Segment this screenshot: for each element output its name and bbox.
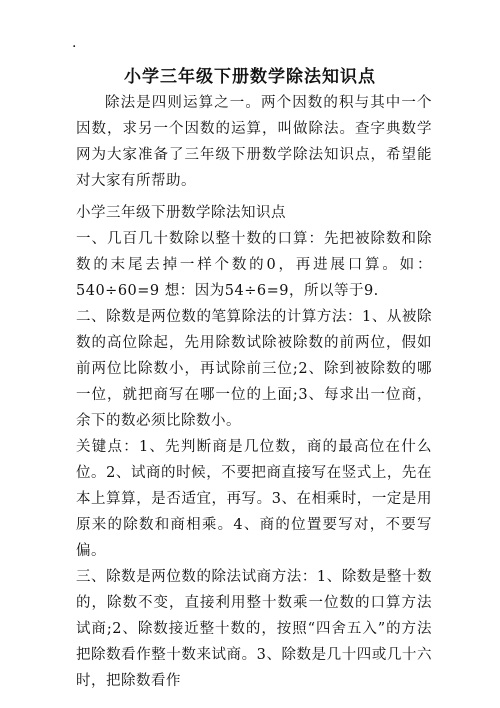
intro-paragraph: 除法是四则运算之一。两个因数的积与其中一个因数，求另一个因数的运算，叫做除法。查字典数学网为大家准备了三年级下册数学除法知识点，希望能对大家有所帮助。: [76, 95, 432, 189]
article-body: [76, 90, 432, 694]
paragraph-key-points: 关键点：1、先判断商是几位数，商的最高位在什么位。2、试商的时候，不要把商直接写在竖式上，先在本上算算，是否适宜，再写。3、在相乘时，一定是用原来的除数和商相乘。4、商的位置要写对，不要写偏。: [76, 439, 432, 559]
paragraph-point-3: 三、除数是两位数的除法试商方法：1、除数是整十数的，除数不变，直接利用整十数乘一位数的口算方法试商;2、除数接近整十数的，按照“四舍五入”的方法把除数看作整十数来试商。3、除数是几十四或几十六时，把除数看作: [76, 569, 432, 689]
page-dot: ·: [72, 39, 77, 55]
section-heading: 小学三年级下册数学除法知识点: [76, 205, 286, 221]
page-title: 小学三年级下册数学除法知识点: [124, 67, 376, 87]
paragraph-point-2: 二、除数是两位数的笔算除法的计算方法：1、从被除数的高位除起，先用除数试除被除数的前两位，假如前两位比除数小，再试除前三位;2、除到被除数的哪一位，就把商写在哪一位的上面;3、每求出一位商，余下的数必须比除数小。: [76, 309, 432, 429]
paragraph-point-1: 一、几百几十数除以整十数的口算：先把被除数和除数的末尾去掉一样个数的0，再进展口算。如：540÷60=9 想：因为54÷6=9，所以等于9.: [76, 231, 432, 299]
